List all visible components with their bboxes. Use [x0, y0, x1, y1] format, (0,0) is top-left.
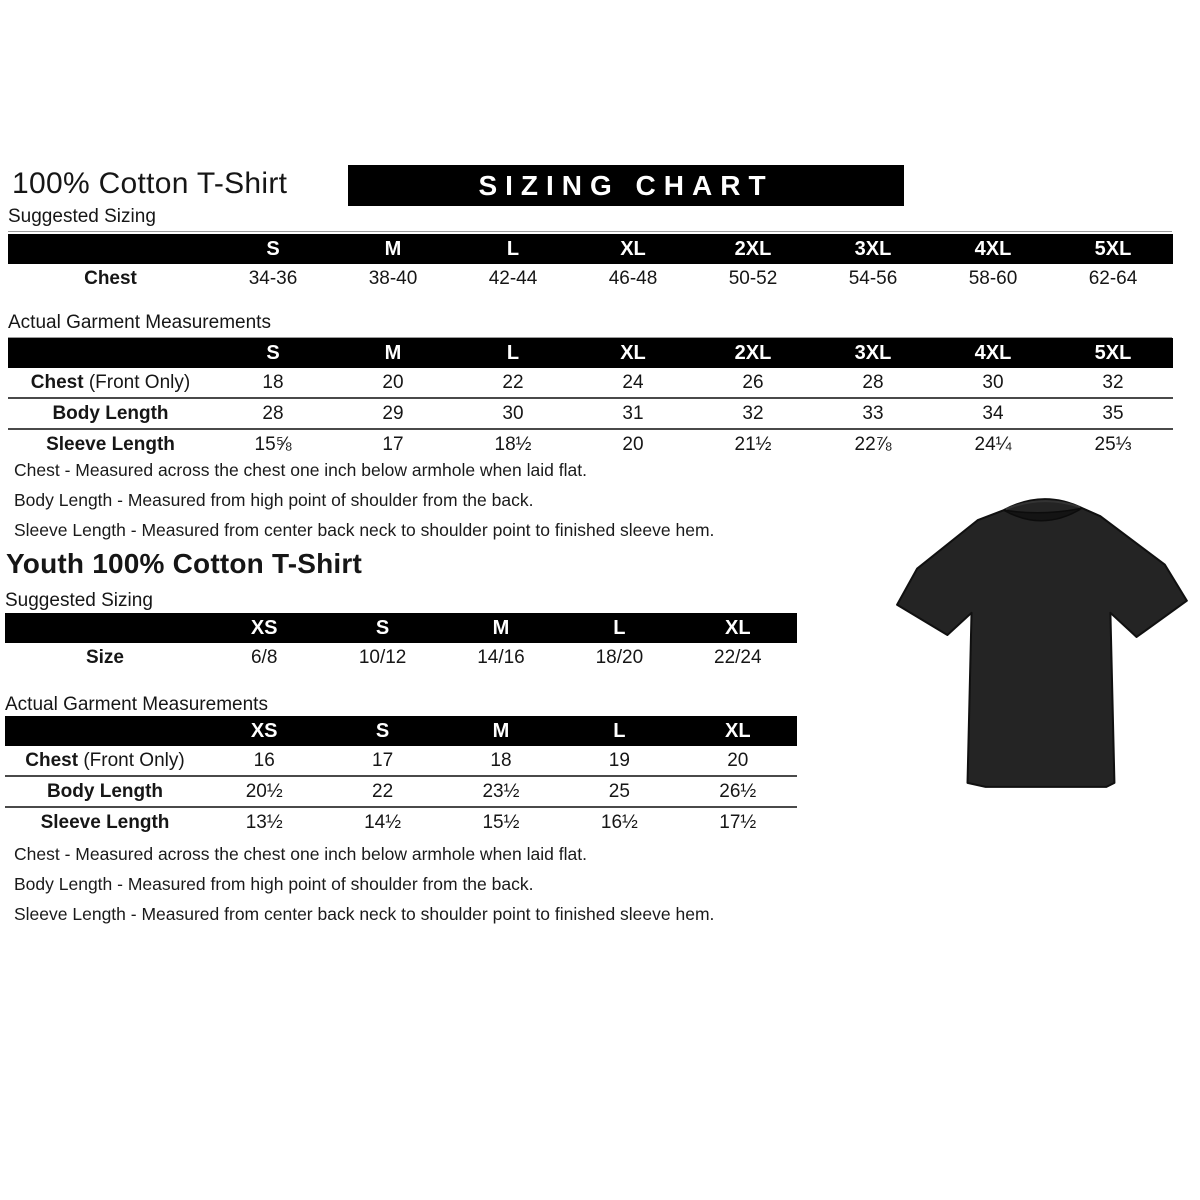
- value-cell: 19: [608, 749, 630, 771]
- table-row-body-length: [8, 398, 1173, 429]
- page-title: 100% Cotton T-Shirt: [12, 167, 288, 200]
- value-cell: 38-40: [368, 267, 418, 289]
- empty-header-cell: [8, 338, 213, 368]
- note-chest: Chest - Measured across the chest one inch below armhole when laid flat.: [14, 460, 587, 480]
- size-table: [5, 716, 797, 837]
- column-header-m: M: [333, 338, 453, 368]
- value-cell: 50-52: [728, 267, 778, 289]
- value-cell: 18: [262, 371, 284, 393]
- table-row-chest: [8, 368, 1173, 398]
- empty-header-cell: [8, 234, 213, 264]
- size-table: [5, 613, 797, 672]
- adult-suggested-sizing-table: [8, 234, 1173, 293]
- value-cell: 46-48: [608, 267, 658, 289]
- note-chest: Chest - Measured across the chest one inch below armhole when laid flat.: [14, 844, 587, 864]
- value-cell: 30: [453, 398, 573, 429]
- youth-actual-measurements-label: Actual Garment Measurements: [5, 694, 797, 720]
- note-sleeve-length: Sleeve Length - Measured from center back neck to shoulder point to finished sleeve hem.: [14, 520, 715, 540]
- column-header-4xl: 4XL: [933, 234, 1053, 264]
- value-cell: 14/16: [477, 646, 525, 668]
- value-cell: 20: [573, 429, 693, 459]
- column-header-s: S: [323, 716, 441, 746]
- row-label: Chest (Front Only): [30, 371, 191, 393]
- column-header-s: S: [323, 613, 441, 643]
- value-cell: 54-56: [848, 267, 898, 289]
- adult-actual-measurements-table: [8, 338, 1173, 459]
- value-cell: 22/24: [714, 646, 762, 668]
- column-header-m: M: [442, 613, 560, 643]
- column-header-2xl: 2XL: [693, 338, 813, 368]
- adult-measurement-notes: [14, 460, 714, 550]
- table-row-sleeve-length: [8, 429, 1173, 459]
- table-row-chest: [5, 746, 797, 776]
- note-body-length: Body Length - Measured from high point of shoulder from the back.: [14, 490, 534, 510]
- value-cell: 16½: [560, 807, 678, 837]
- value-cell: 33: [813, 398, 933, 429]
- table-row-body-length: [5, 776, 797, 807]
- column-header-l: L: [453, 338, 573, 368]
- value-cell: 28: [213, 398, 333, 429]
- value-cell: 17: [333, 429, 453, 459]
- value-cell: 20: [727, 749, 749, 771]
- row-label: Body Length: [5, 776, 205, 807]
- value-cell: 25⅓: [1053, 429, 1173, 459]
- table-row-chest: [8, 264, 1173, 293]
- value-cell: 15⅝: [213, 429, 333, 459]
- value-cell: 18: [490, 749, 512, 771]
- table-row-size: [5, 643, 797, 672]
- value-cell: 21½: [693, 429, 813, 459]
- row-label: Chest: [84, 267, 137, 289]
- value-cell: 32: [1102, 371, 1124, 393]
- column-header-m: M: [442, 716, 560, 746]
- value-cell: 26: [742, 371, 764, 393]
- youth-section-title: Youth 100% Cotton T-Shirt: [6, 548, 363, 579]
- tshirt-body: [897, 499, 1187, 787]
- value-cell: 22⅞: [813, 429, 933, 459]
- empty-header-cell: [5, 716, 205, 746]
- column-header-xl: XL: [679, 716, 797, 746]
- row-label: Size: [85, 646, 125, 668]
- column-header-l: L: [453, 234, 573, 264]
- size-header-row: [8, 234, 1173, 264]
- value-cell: 25: [560, 776, 678, 807]
- value-cell: 30: [982, 371, 1004, 393]
- value-cell: 32: [693, 398, 813, 429]
- column-header-5xl: 5XL: [1053, 338, 1173, 368]
- row-label: Body Length: [8, 398, 213, 429]
- column-header-xs: XS: [205, 613, 323, 643]
- youth-suggested-sizing-table: [5, 613, 797, 672]
- value-cell: 10/12: [358, 646, 407, 668]
- youth-actual-measurements-table: [5, 716, 797, 837]
- value-cell: 20: [382, 371, 404, 393]
- note-body-length: Body Length - Measured from high point of shoulder from the back.: [14, 874, 534, 894]
- value-cell: 16: [253, 749, 275, 771]
- value-cell: 62-64: [1088, 267, 1138, 289]
- value-cell: 20½: [205, 776, 323, 807]
- sizing-chart-banner: SIZING CHART: [348, 165, 904, 206]
- value-cell: 18½: [453, 429, 573, 459]
- value-cell: 13½: [205, 807, 323, 837]
- row-label: Sleeve Length: [5, 807, 205, 837]
- tshirt-image: [893, 482, 1199, 804]
- size-table: [8, 338, 1173, 459]
- column-header-s: S: [213, 338, 333, 368]
- column-header-3xl: 3XL: [813, 338, 933, 368]
- table-row-sleeve-length: [5, 807, 797, 837]
- column-header-3xl: 3XL: [813, 234, 933, 264]
- column-header-l: L: [560, 716, 678, 746]
- value-cell: 14½: [323, 807, 441, 837]
- size-header-row: [5, 716, 797, 746]
- value-cell: 42-44: [488, 267, 538, 289]
- value-cell: 22: [323, 776, 441, 807]
- row-label: Chest (Front Only): [25, 749, 185, 771]
- value-cell: 34-36: [248, 267, 298, 289]
- size-table: [8, 234, 1173, 293]
- value-cell: 17½: [679, 807, 797, 837]
- value-cell: 23½: [442, 776, 560, 807]
- value-cell: 34: [933, 398, 1053, 429]
- youth-suggested-sizing-label: Suggested Sizing: [5, 590, 797, 616]
- value-cell: 24¼: [933, 429, 1053, 459]
- column-header-xs: XS: [205, 716, 323, 746]
- value-cell: 6/8: [250, 646, 278, 668]
- column-header-l: L: [560, 613, 678, 643]
- value-cell: 31: [573, 398, 693, 429]
- column-header-m: M: [333, 234, 453, 264]
- column-header-2xl: 2XL: [693, 234, 813, 264]
- column-header-s: S: [213, 234, 333, 264]
- youth-measurement-notes: [14, 844, 714, 934]
- value-cell: 28: [862, 371, 884, 393]
- value-cell: 18/20: [595, 646, 644, 668]
- note-sleeve-length: Sleeve Length - Measured from center back neck to shoulder point to finished sleeve hem.: [14, 904, 715, 924]
- size-header-row: [5, 613, 797, 643]
- column-header-xl: XL: [573, 234, 693, 264]
- empty-header-cell: [5, 613, 205, 643]
- adult-actual-measurements-label: Actual Garment Measurements: [8, 312, 1172, 338]
- value-cell: 22: [502, 371, 524, 393]
- column-header-xl: XL: [679, 613, 797, 643]
- value-cell: 29: [333, 398, 453, 429]
- value-cell: 26½: [679, 776, 797, 807]
- value-cell: 35: [1053, 398, 1173, 429]
- value-cell: 17: [372, 749, 394, 771]
- value-cell: 24: [622, 371, 644, 393]
- row-label: Sleeve Length: [8, 429, 213, 459]
- value-cell: 15½: [442, 807, 560, 837]
- column-header-4xl: 4XL: [933, 338, 1053, 368]
- column-header-5xl: 5XL: [1053, 234, 1173, 264]
- size-header-row: [8, 338, 1173, 368]
- adult-suggested-sizing-label: Suggested Sizing: [8, 206, 1172, 232]
- value-cell: 58-60: [968, 267, 1018, 289]
- column-header-xl: XL: [573, 338, 693, 368]
